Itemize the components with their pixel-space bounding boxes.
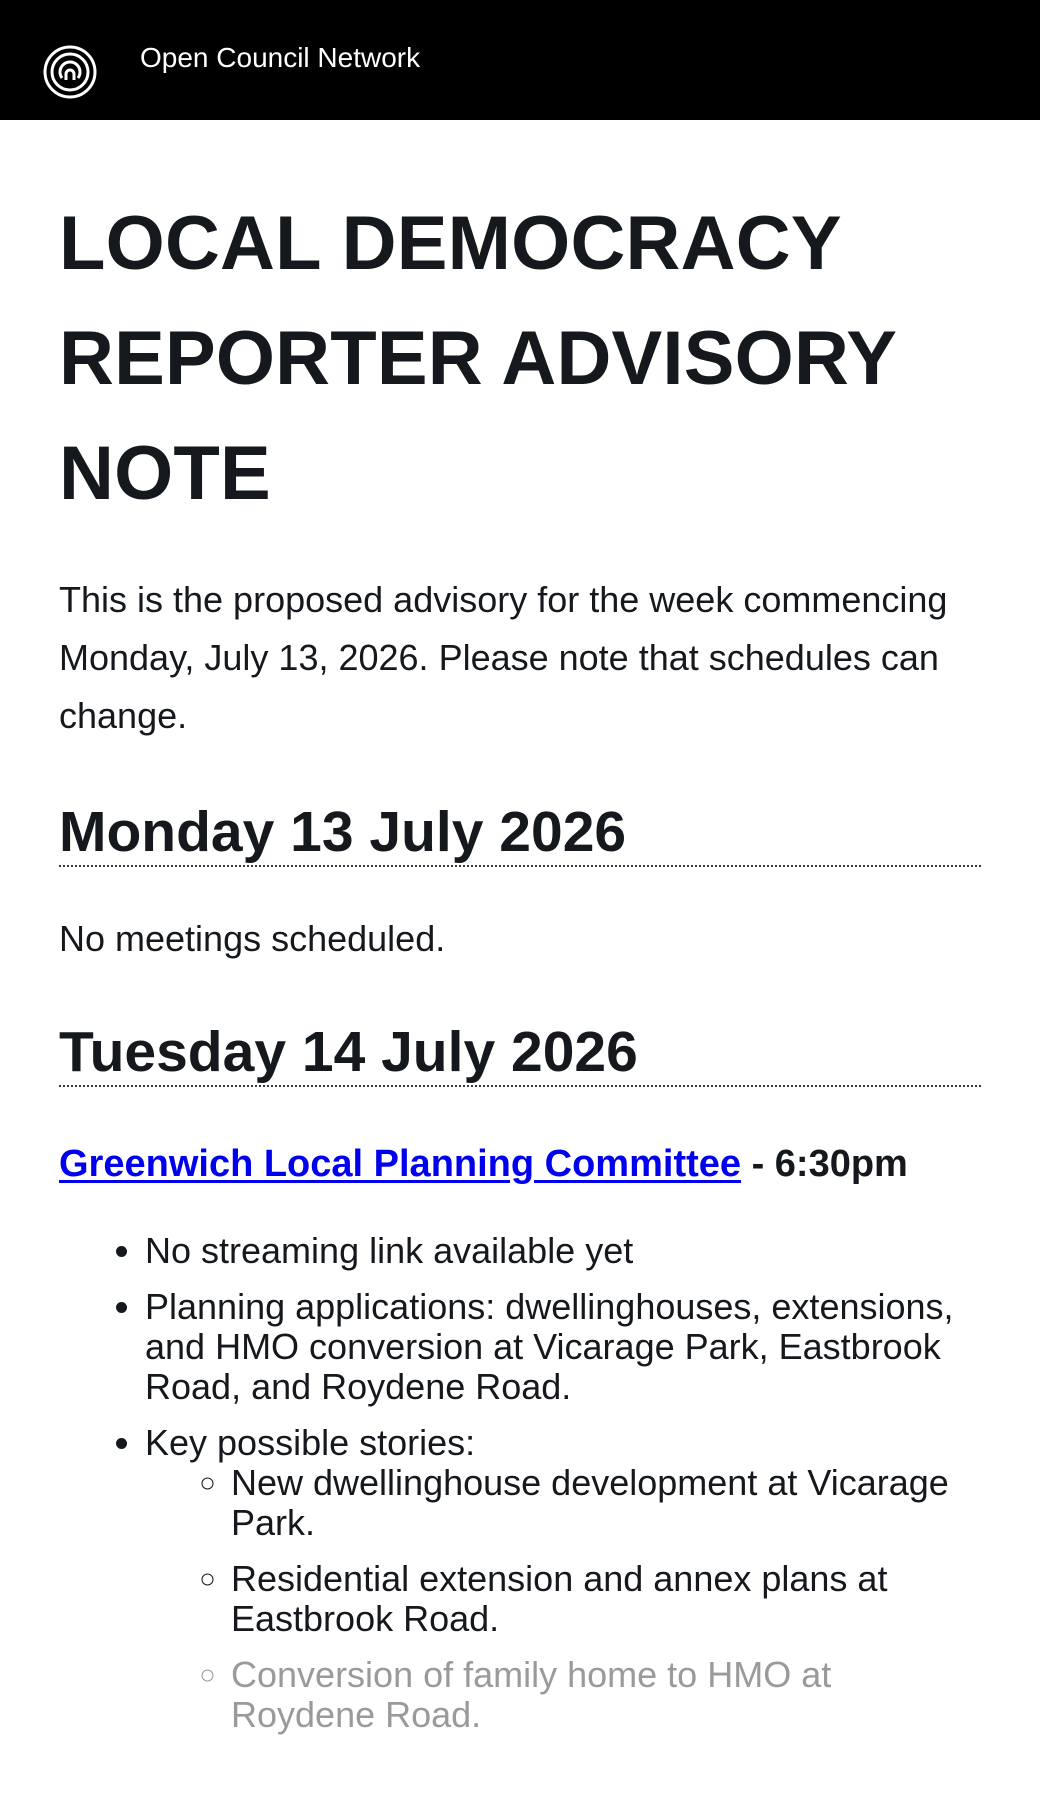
story-item: ◦ Conversion of family home to HMO at Roydene Road. — [231, 1655, 981, 1735]
day-heading: Monday 13 July 2026 — [59, 799, 981, 867]
story-item: ◦ Residential extension and annex plans at Eastbrook Road. — [231, 1559, 981, 1639]
intro-paragraph: This is the proposed advisory for the week commencing Monday, July 13, 2026. Please note that schedules can change. — [59, 579, 948, 736]
meeting-link[interactable]: Greenwich Local Planning Committee — [59, 1143, 742, 1185]
main-content — [59, 120, 981, 1751]
concentric-circles-logo-icon[interactable] — [42, 44, 98, 100]
no-meetings-text: No meetings scheduled. — [59, 918, 446, 959]
page-title: LOCAL DEMOCRACY REPORTER ADVISORY NOTE — [59, 201, 896, 516]
day-heading: Tuesday 14 July 2026 — [59, 1019, 981, 1087]
list-item-key-stories — [145, 1423, 981, 1735]
list-item: • No streaming link available yet — [145, 1231, 981, 1271]
story-item: ◦ New dwellinghouse development at Vicarage Park. — [231, 1463, 981, 1543]
list-item: • Planning applications: dwellinghouses, extensions, and HMO conversion at Vicarage Park, Eastbrook Road, and Roydene Road. — [145, 1287, 981, 1407]
stories-list — [145, 1463, 981, 1735]
day-section-monday — [59, 799, 981, 961]
site-name-link[interactable]: Open Council Network — [140, 42, 421, 73]
site-header — [0, 0, 1040, 120]
day-section-tuesday — [59, 1019, 981, 1735]
meeting-time: - 6:30pm — [741, 1143, 908, 1185]
meeting-title — [59, 1141, 981, 1187]
meeting-details-list — [59, 1231, 981, 1735]
list-item-label: Key possible stories: — [145, 1422, 476, 1463]
